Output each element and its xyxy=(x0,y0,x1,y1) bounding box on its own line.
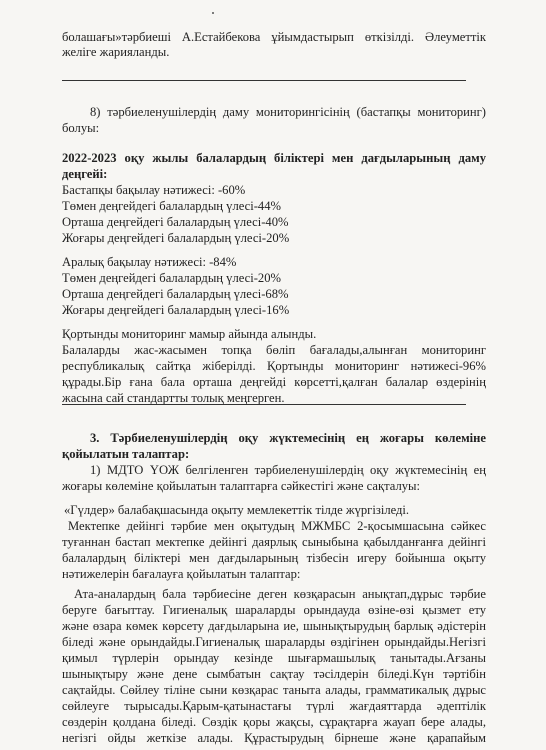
text-line: 1) МДТО ҮОЖ белгіленген тәрбиеленушілердің оқу жүктемесінің ең xyxy=(90,463,486,477)
text-line: Орташа деңгейдегі балалардың үлесі-68% xyxy=(62,287,289,301)
text-line: балалардың біліктері мен дағдыларының тізбесін игеру бойынша оқыту xyxy=(62,551,486,565)
text-line: Мектепке дейінгі тәрбие мен оқытудың МЖМБС 2-қосымшасына сәйкес xyxy=(68,519,486,533)
text-line: болашағы»тәрбиеші А.Естайбекова ұйымдастырып өткізілді. Әлеуметтік xyxy=(62,30,486,44)
text-line: негізгі ойды жеткізе алады. Құрастырудың бірнеше және қарапайым xyxy=(62,731,486,745)
text-line: беруге бағыттау. Гигиеналық шараларды орындауда өзіне-өзі қызмет ету xyxy=(62,603,486,617)
text-line: қимыл түрлерін орындау кезінде шығармашылық танытады.Ағзаны xyxy=(62,651,486,665)
text-line: 8) тәрбиеленушілердің даму мониторингісінің (бастапқы мониторинг) xyxy=(90,105,486,119)
text-line: желіге жарияланды. xyxy=(62,45,170,59)
section-heading: 2022-2023 оқу жылы балалардың біліктері мен дағдыларының даму xyxy=(62,151,486,165)
text-line: Қортынды мониторинг мамыр айында алынды. xyxy=(62,327,317,341)
text-line: Ата-аналардың бала тәрбиесіне деген көзқарасын анықтап,дұрыс тәрбие xyxy=(74,587,486,601)
text-line: біледі және орындайды.Гигиеналық шараларды өздігінен орындайды.Негізгі xyxy=(62,635,486,649)
text-line: Төмен деңгейдегі балалардың үлесі-44% xyxy=(62,199,282,213)
divider xyxy=(62,80,466,81)
text-line: Аралық бақылау нәтижесі: -84% xyxy=(62,255,237,269)
text-line: шынықтыру және дене сымбатын сақтау тәсілдерін біледі.Күн тәртібін xyxy=(62,667,486,681)
text-line: болуы: xyxy=(62,121,100,135)
text-line: жоғары көлеміне қойылатын талаптарға сәйкестігі және сақталуы: xyxy=(62,479,421,493)
text-line: сақтайды. Сөйлеу тіліне сыни көзқарас таныта алады, грамматикалық дұрыс xyxy=(62,683,486,697)
text-line: нәтижелерін бағалауға қойылатын талаптар: xyxy=(62,567,301,581)
text-line: туғаннан бастап мектепке дейінгі даярлық сыныбына қабылданғанға дейінгі xyxy=(62,535,486,549)
section-heading: 3. Тәрбиеленушілердің оқу жүктемесінің ең жоғары көлеміне xyxy=(90,431,486,445)
section-heading: қойылатын талаптар: xyxy=(62,447,190,461)
text-line: және өзара көмек көрсету дағдыларына ие, шынықтырудың барлық әдістерін xyxy=(62,619,486,633)
text-line: сөздерін қолдана біледі. Сөздік қоры жақсы, сұрақтарға жауап бере алады, xyxy=(62,715,486,729)
text-line: Балаларды жас-жасымен топқа бөліп бағалады,алынған мониторинг xyxy=(62,343,486,357)
text-line: Орташа деңгейдегі балалардың үлесі-40% xyxy=(62,215,289,229)
text-line: республикалық сайтқа жіберілді. Қортынды мониторинг нәтижесі-96% xyxy=(62,359,486,373)
text-line: Бастапқы бақылау нәтижесі: -60% xyxy=(62,183,246,197)
text-line: Жоғары деңгейдегі балалардың үлесі-16% xyxy=(62,303,290,317)
section-heading: деңгейі: xyxy=(62,167,108,181)
scan-speck xyxy=(212,12,214,14)
text-line: Жоғары деңгейдегі балалардың үлесі-20% xyxy=(62,231,290,245)
text-line: Төмен деңгейдегі балалардың үлесі-20% xyxy=(62,271,282,285)
text-line: жасына сай стандартты толық меңгерген. xyxy=(62,391,285,405)
text-line: сөйлеуге тырысады.Қарым-қатынастағы түрлі жағдаяттарда әдептілік xyxy=(62,699,486,713)
text-line: құрады.Бір ғана бала орташа деңгейді көрсетті,қалған балалар өздерінің xyxy=(62,375,486,389)
text-line: «Гүлдер» балабақшасында оқыту мемлекеттік тілде жүргізіледі. xyxy=(64,503,410,517)
divider xyxy=(62,404,466,405)
